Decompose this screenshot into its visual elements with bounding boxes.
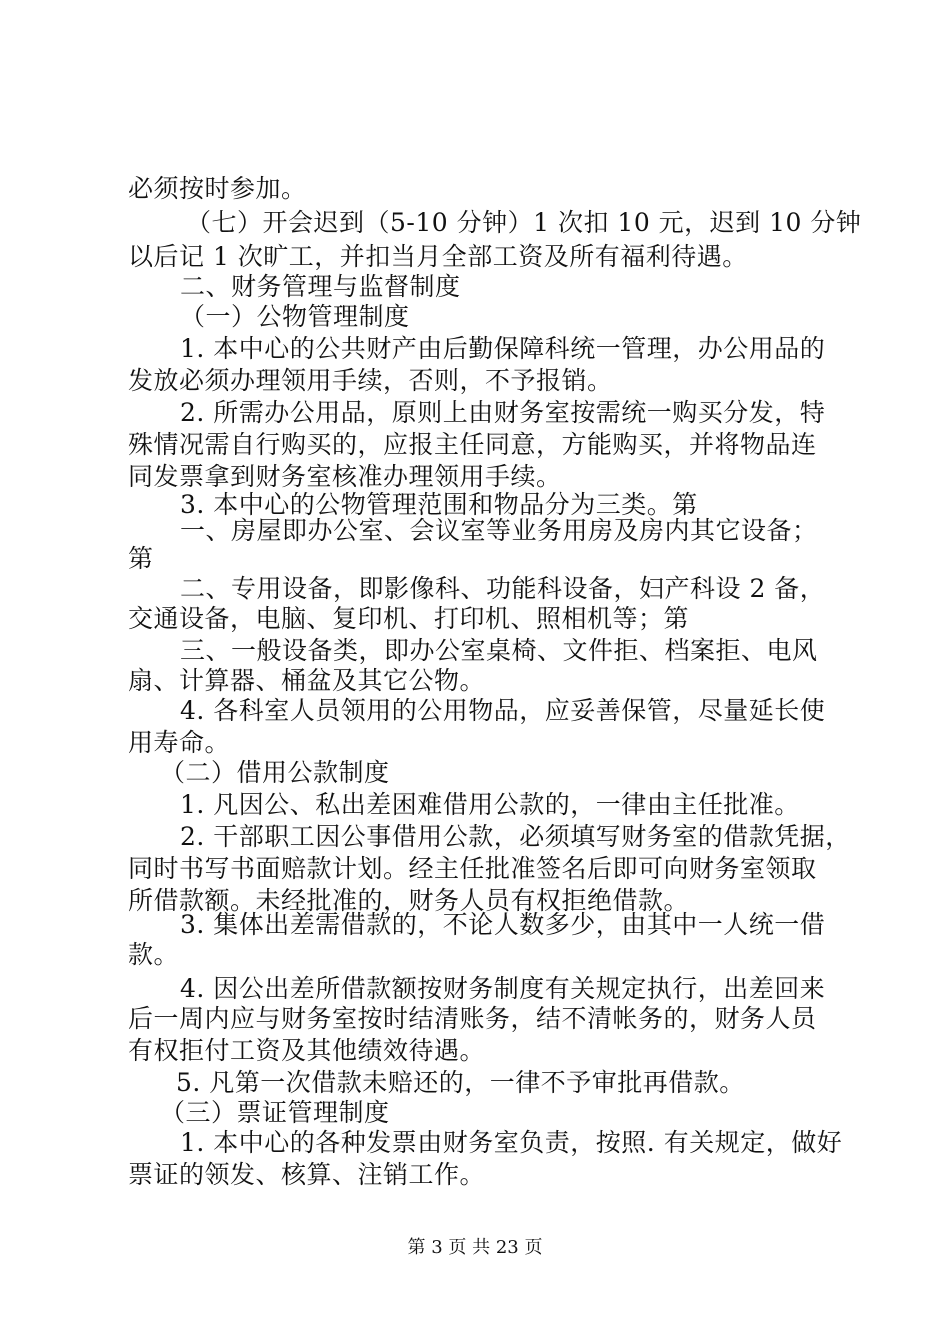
text-line: 1. 本中心的公共财产由后勤保障科统一管理，办公用品的	[180, 334, 826, 363]
text-line: 4. 因公出差所借款额按财务制度有关规定执行，出差回来	[180, 974, 826, 1003]
text-line: 3. 集体出差需借款的，不论人数多少，由其中一人统一借	[180, 910, 826, 939]
text-line: 票证的领发、核算、注销工作。	[128, 1160, 486, 1189]
text-line: 一、房屋即办公室、会议室等业务用房及房内其它设备；	[180, 516, 818, 545]
text-line: 扇、计算器、桶盆及其它公物。	[128, 666, 486, 695]
text-line: 以后记 1 次旷工，并扣当月全部工资及所有福利待遇。	[128, 242, 748, 271]
text-line: 三、一般设备类，即办公室桌椅、文件拒、档案拒、电风	[180, 636, 818, 665]
text-line: 3. 本中心的公物管理范围和物品分为三类。第	[180, 490, 698, 519]
text-line: 1. 凡因公、私出差困难借用公款的，一律由主任批准。	[180, 790, 800, 819]
text-line: 后一周内应与财务室按时结清账务，结不清帐务的，财务人员	[128, 1004, 817, 1033]
subsection-heading: （二）借用公款制度	[160, 758, 390, 787]
text-line: 所借款额。未经批准的，财务人员有权拒绝借款。	[128, 886, 690, 915]
text-line: 1. 本中心的各种发票由财务室负责，按照. 有关规定，做好	[180, 1128, 843, 1157]
text-line: 殊情况需自行购买的，应报主任同意，方能购买，并将物品连	[128, 430, 817, 459]
text-line: 发放必须办理领用手续，否则，不予报销。	[128, 366, 613, 395]
subsection-heading: （三）票证管理制度	[160, 1098, 390, 1127]
text-line: 用寿命。	[128, 728, 231, 757]
subsection-heading: （一）公物管理制度	[180, 302, 410, 331]
text-line: 5. 凡第一次借款未赔还的，一律不予审批再借款。	[176, 1068, 745, 1097]
text-line: 二、专用设备，即影像科、功能科设备，妇产科设 2 备，	[180, 574, 826, 603]
text-line: 2. 所需办公用品，原则上由财务室按需统一购买分发，特	[180, 398, 826, 427]
text-line: 同时书写书面赔款计划。经主任批准签名后即可向财务室领取	[128, 854, 817, 883]
text-line: 必须按时参加。	[128, 174, 307, 203]
section-heading: 二、财务管理与监督制度	[180, 272, 461, 301]
text-line: 有权拒付工资及其他绩效待遇。	[128, 1036, 486, 1065]
text-line: （七）开会迟到（5-10 分钟）1 次扣 10 元，迟到 10 分钟	[186, 208, 862, 237]
text-line: 2. 干部职工因公事借用公款，必须填写财务室的借款凭据，	[180, 822, 851, 851]
text-line: 第	[128, 544, 154, 573]
text-line: 4. 各科室人员领用的公用物品，应妥善保管，尽量延长使	[180, 696, 826, 725]
page-number-footer: 第 3 页 共 23 页	[407, 1237, 543, 1258]
text-line: 同发票拿到财务室核准办理领用手续。	[128, 462, 562, 491]
text-line: 款。	[128, 940, 180, 969]
text-line: 交通设备，电脑、复印机、打印机、照相机等；第	[128, 604, 690, 633]
